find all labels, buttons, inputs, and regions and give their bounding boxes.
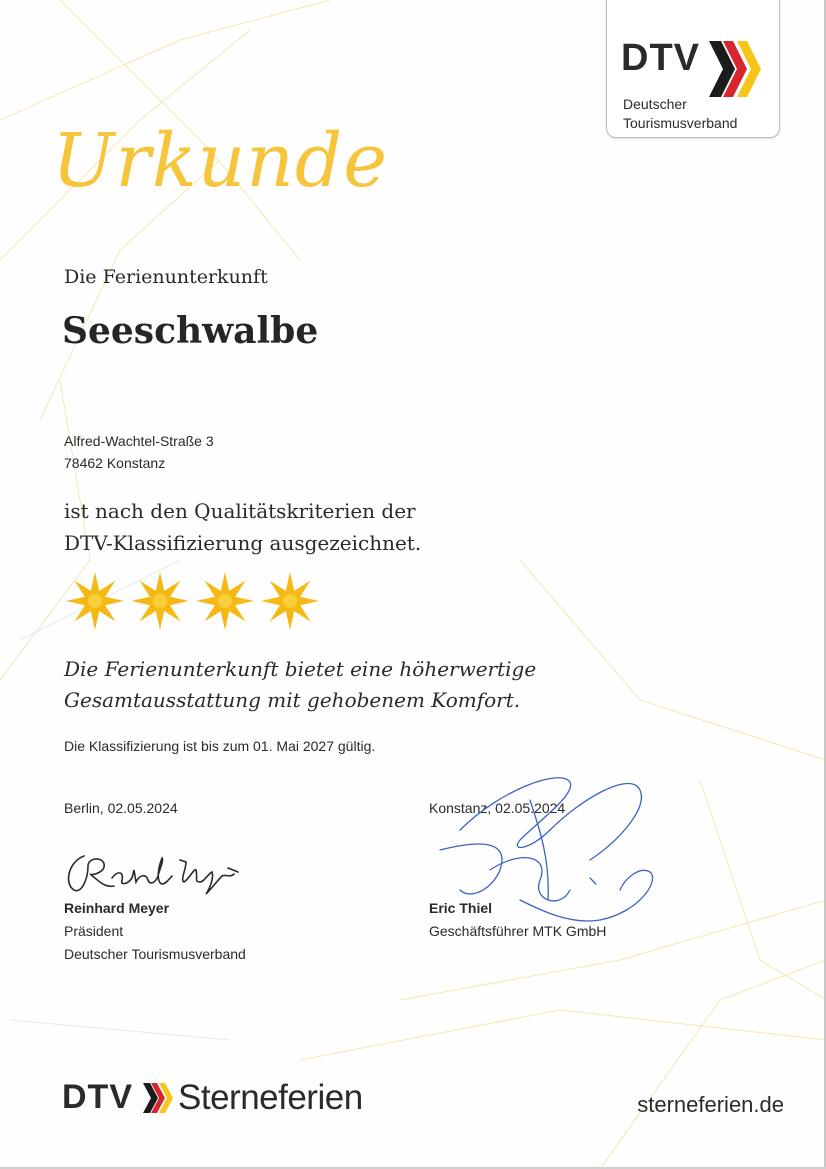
- criteria-line2: DTV-Klassifizierung ausgezeichnet.: [64, 531, 422, 555]
- left-signatory: [64, 897, 246, 966]
- star-icon: [259, 570, 321, 632]
- logo-brand: DTV: [621, 37, 700, 79]
- dtv-logo-box: [606, 0, 780, 138]
- footer-url[interactable]: sterneferien.de: [637, 1092, 784, 1117]
- right-signatory-name: Eric Thiel: [429, 900, 493, 916]
- property-name: Seeschwalbe: [62, 310, 319, 352]
- star-icon: [129, 570, 191, 632]
- right-signatory: [429, 897, 606, 943]
- footer-brand: DTV: [62, 1078, 133, 1116]
- criteria-line1: ist nach den Qualitätskriterien der: [64, 499, 416, 523]
- logo-subtitle-line1: Deutscher: [623, 96, 687, 112]
- logo-subtitle: [623, 95, 737, 133]
- footer-chevron-icon: [142, 1081, 174, 1115]
- validity-text: Die Klassifizierung ist bis zum 01. Mai 2027 gültig.: [64, 738, 376, 754]
- address-street: Alfred-Wachtel-Straße 3: [64, 433, 214, 449]
- left-place-date: Berlin, 02.05.2024: [64, 800, 178, 816]
- footer-product: Sterneferien: [178, 1078, 363, 1117]
- logo-subtitle-line2: Tourismusverband: [623, 115, 738, 131]
- criteria-text: [64, 495, 421, 559]
- star-icon: [194, 570, 256, 632]
- right-signatory-role: Geschäftsführer MTK GmbH: [429, 923, 607, 939]
- property-address: [64, 430, 214, 474]
- intro-text: Die Ferienunterkunft: [64, 266, 268, 288]
- left-signatory-organization: Deutscher Tourismusverband: [64, 946, 246, 962]
- chevron-logo-icon: [707, 39, 767, 99]
- description-text: [64, 654, 536, 716]
- certificate-title: Urkunde: [52, 118, 389, 204]
- right-place-date: Konstanz, 02.05.2024: [429, 800, 566, 816]
- left-signature-icon: [62, 848, 252, 900]
- left-signatory-role: Präsident: [64, 923, 124, 939]
- star-icon: [64, 570, 126, 632]
- description-line2: Gesamtausstattung mit gehobenem Komfort.: [64, 688, 521, 712]
- description-line1: Die Ferienunterkunft bietet eine höherwertige: [64, 657, 537, 681]
- left-signatory-name: Reinhard Meyer: [64, 900, 170, 916]
- address-city: 78462 Konstanz: [64, 455, 166, 471]
